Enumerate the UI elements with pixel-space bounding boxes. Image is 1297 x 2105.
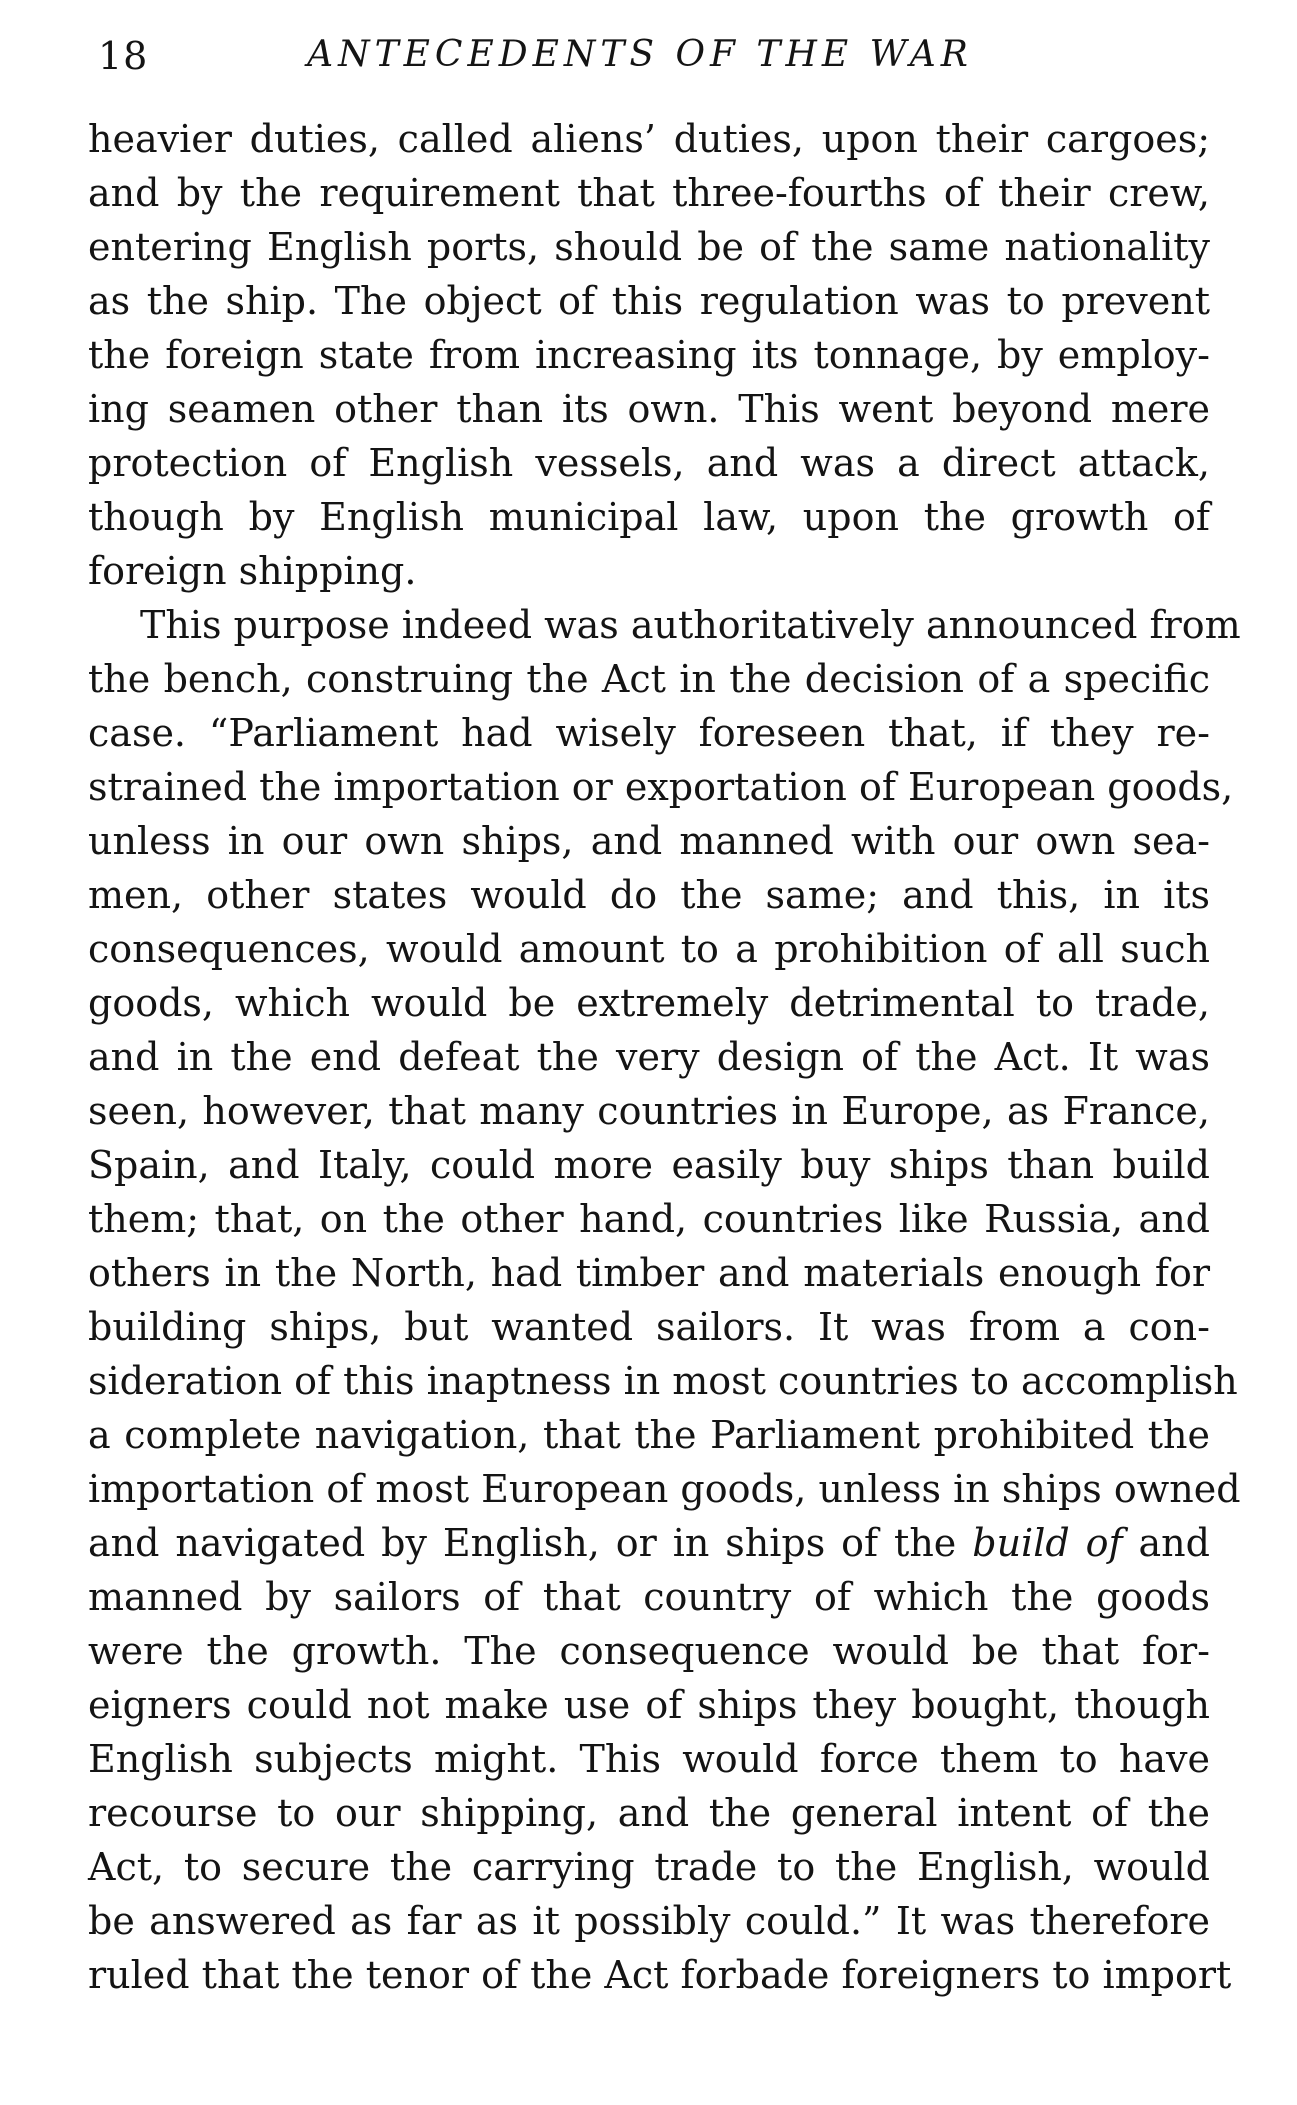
text-line: Spain, and Italy, could more easily buy ships than build (88, 1143, 1210, 1187)
text-line: sideration of this inaptness in most countries to accomplish (88, 1359, 1238, 1403)
text-line: a complete navigation, that the Parliament prohibited the (88, 1413, 1210, 1457)
text-line: English subjects might. This would force them to have (88, 1737, 1210, 1781)
text-line: manned by sailors of that country of which the goods (88, 1575, 1210, 1619)
text-line: Act, to secure the carrying trade to the English, would (88, 1845, 1210, 1889)
page-header (0, 24, 1297, 80)
text-line: heavier duties, called aliens’ duties, upon their cargoes; (88, 117, 1210, 161)
text-segment: and navigated by English, or in ships of the (88, 1521, 957, 1565)
text-line: be answered as far as it possibly could.” It was therefore (88, 1899, 1210, 1943)
text-line: case. “Parliament had wisely foreseen that, if they re- (88, 711, 1210, 755)
text-line: the bench, construing the Act in the decision of a specific (88, 657, 1210, 701)
paragraph-1 (88, 112, 1210, 598)
text-line: others in the North, had timber and materials enough for (88, 1251, 1210, 1295)
page-number: 18 (98, 34, 149, 78)
text-line: importation of most European goods, unless in ships owned (88, 1467, 1241, 1511)
italic-phrase: build of (972, 1521, 1123, 1565)
text-line: as the ship. The object of this regulation was to prevent (88, 279, 1210, 323)
text-segment: and (1138, 1521, 1210, 1565)
text-line: seen, however, that many countries in Europe, as France, (88, 1089, 1210, 1133)
text-line: were the growth. The consequence would be that for- (88, 1629, 1210, 1673)
text-line: consequences, would amount to a prohibition of all such (88, 927, 1210, 971)
text-line-with-italic (88, 1516, 1210, 1570)
text-line: foreign shipping. (88, 549, 417, 593)
text-line: and by the requirement that three-fourths of their crew, (88, 171, 1210, 215)
text-line: This purpose indeed was authoritatively announced from (140, 603, 1241, 647)
text-line: though by English municipal law, upon the growth of (88, 495, 1210, 539)
body-text (88, 112, 1241, 2002)
text-line: protection of English vessels, and was a direct attack, (88, 441, 1210, 485)
text-line: entering English ports, should be of the same nationality (88, 225, 1210, 269)
text-line: the foreign state from increasing its tonnage, by employ- (88, 333, 1210, 377)
text-line: recourse to our shipping, and the general intent of the (88, 1791, 1210, 1835)
text-line: building ships, but wanted sailors. It was from a con- (88, 1305, 1210, 1349)
text-line: unless in our own ships, and manned with our own sea- (88, 819, 1210, 863)
text-line: and in the end defeat the very design of the Act. It was (88, 1035, 1210, 1079)
text-line: goods, which would be extremely detrimental to trade, (88, 981, 1210, 1025)
text-line: strained the importation or exportation of European goods, (88, 765, 1234, 809)
text-line: ing seamen other than its own. This went beyond mere (88, 387, 1210, 431)
text-line: eigners could not make use of ships they bought, though (88, 1683, 1210, 1727)
running-head: ANTECEDENTS OF THE WAR (307, 34, 973, 75)
text-line: ruled that the tenor of the Act forbade foreigners to import (88, 1953, 1232, 1997)
paragraph-2 (88, 598, 1241, 2002)
text-line: men, other states would do the same; and this, in its (88, 873, 1210, 917)
text-line: them; that, on the other hand, countries like Russia, and (88, 1197, 1210, 1241)
